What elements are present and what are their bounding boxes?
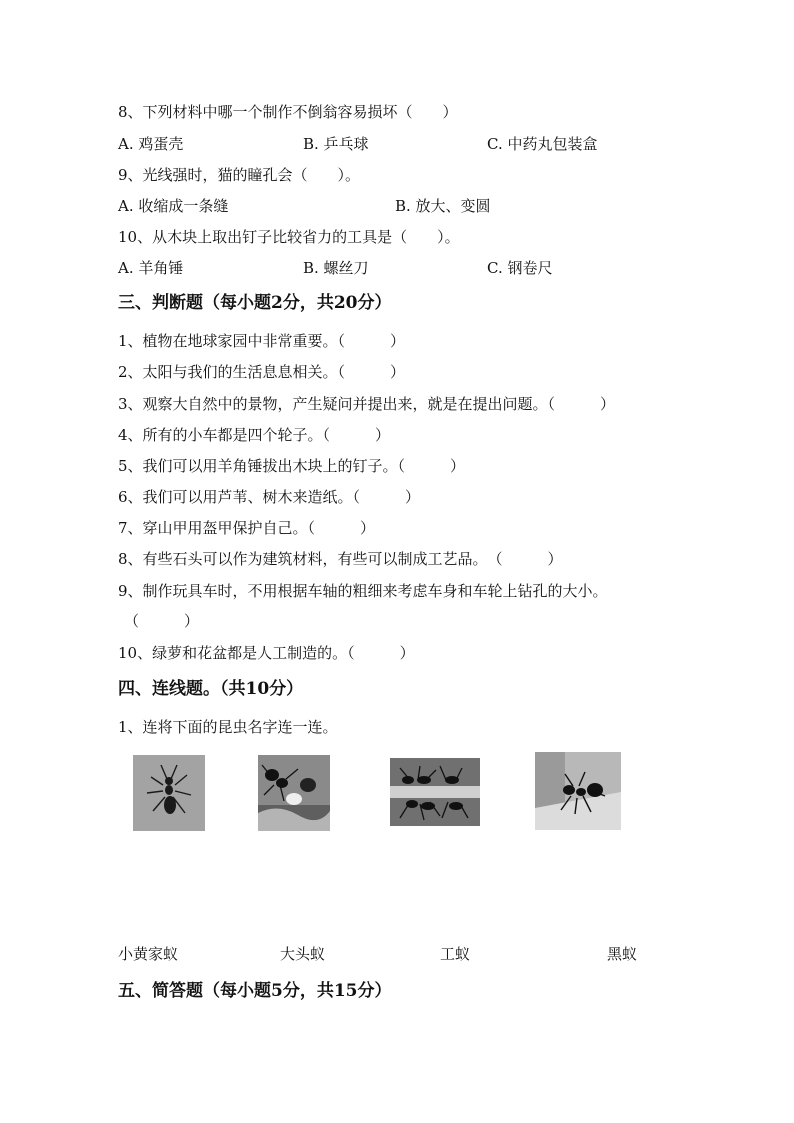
- judge-item: 6、我们可以用芦苇、树木来造纸。（ ）: [118, 488, 421, 506]
- ant-label-3: 工蚁: [440, 945, 471, 963]
- judge-item-continuation: （ ）: [124, 612, 200, 630]
- judge-item: 9、制作玩具车时，不用根据车轴的粗细来考虑车身和车轮上钻孔的大小。: [118, 582, 608, 600]
- option-10b: B. 螺丝刀: [303, 259, 369, 277]
- ant-icon: [390, 758, 480, 826]
- ant-label-2: 大头蚁: [280, 945, 326, 963]
- judge-item: 1、植物在地球家园中非常重要。（ ）: [118, 332, 406, 350]
- option-8b: B. 乒乓球: [303, 135, 369, 153]
- ant-icon: [535, 752, 621, 830]
- ant-icon: [133, 755, 205, 831]
- option-8a: A. 鸡蛋壳: [118, 135, 184, 153]
- option-10c: C. 钢卷尺: [487, 259, 553, 277]
- question-10: 10、从木块上取出钉子比较省力的工具是（ ）。: [118, 228, 460, 246]
- question-9: 9、光线强时，猫的瞳孔会（ ）。: [118, 166, 361, 184]
- section-3-heading: 三、判断题（每小题2分，共20分）: [118, 293, 392, 313]
- ant-photo-3: [390, 758, 480, 826]
- option-8c: C. 中药丸包装盒: [487, 135, 598, 153]
- judge-item: 7、穿山甲用盔甲保护自己。（ ）: [118, 519, 376, 537]
- section-5-heading: 五、简答题（每小题5分，共15分）: [118, 981, 392, 1001]
- judge-item: 5、我们可以用羊角锤拔出木块上的钉子。（ ）: [118, 457, 466, 475]
- option-9b: B. 放大、变圆: [395, 197, 491, 215]
- matching-question: 1、连将下面的昆虫名字连一连。: [118, 718, 338, 736]
- ant-label-4: 黑蚁: [607, 945, 638, 963]
- judge-item: 8、有些石头可以作为建筑材料，有些可以制成工艺品。 （ ）: [118, 550, 563, 568]
- judge-item: 10、绿萝和花盆都是人工制造的。（ ）: [118, 644, 415, 662]
- option-10a: A. 羊角锤: [118, 259, 184, 277]
- ant-photo-2: [258, 755, 330, 831]
- judge-item: 4、所有的小车都是四个轮子。（ ）: [118, 426, 391, 444]
- option-9a: A. 收缩成一条缝: [118, 197, 229, 215]
- question-8: 8、下列材料中哪一个制作不倒翁容易损坏（ ）: [118, 103, 458, 121]
- judge-item: 3、观察大自然中的景物，产生疑问并提出来，就是在提出问题。（ ）: [118, 395, 616, 413]
- judge-item: 2、太阳与我们的生活息息相关。（ ）: [118, 363, 406, 381]
- ant-photo-4: [535, 752, 621, 830]
- ant-photo-1: [133, 755, 205, 831]
- section-4-heading: 四、连线题。（共10分）: [118, 679, 304, 699]
- ant-icon: [258, 755, 330, 831]
- ant-label-1: 小黄家蚁: [118, 945, 179, 963]
